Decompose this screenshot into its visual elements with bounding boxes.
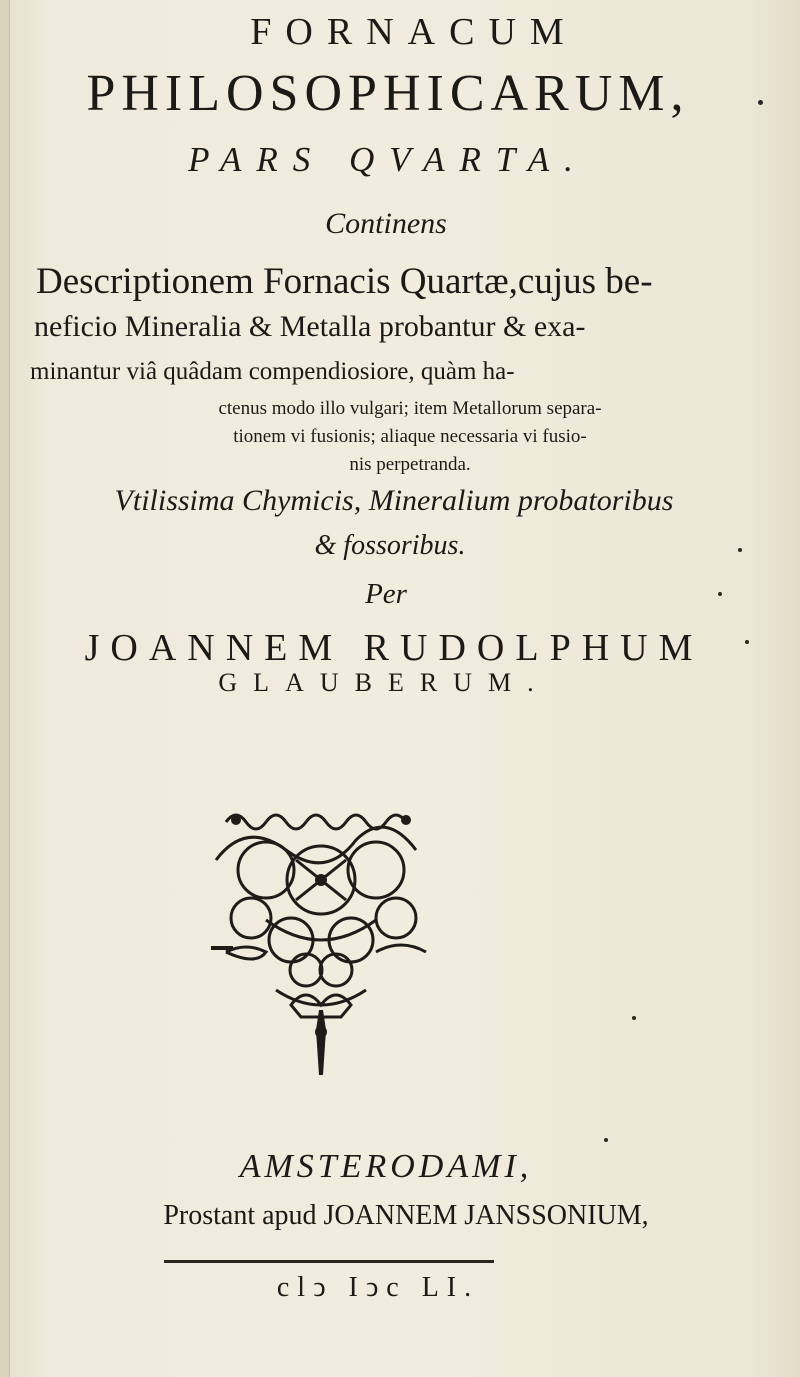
author-name: JOANNEM RUDOLPHUM — [84, 627, 704, 669]
divider-rule — [164, 1260, 494, 1263]
ink-speck — [758, 100, 763, 105]
ink-speck — [718, 592, 722, 596]
description-line: nis perpetranda. — [349, 454, 471, 475]
ink-speck — [738, 548, 742, 552]
title-line-continens: Continens — [325, 207, 447, 240]
place-of-publication: AMSTERODAMI, — [239, 1148, 533, 1185]
description-line: ctenus modo illo vulgari; item Metallorum separa- — [218, 398, 602, 419]
ink-speck — [745, 640, 749, 644]
utility-line: Vtilissima Chymicis, Mineralium probatoribus — [114, 484, 674, 517]
publisher-line: Prostant apud JOANNEM JANSSONIUM, — [163, 1200, 649, 1231]
author-surname: GLAUBERUM. — [218, 668, 550, 697]
title-line-pars-quarta: PARS QVARTA. — [188, 140, 588, 179]
title-line-fornacum: FORNACUM — [250, 11, 578, 53]
ink-speck — [632, 1016, 636, 1020]
utility-line-continued: & fossoribus. — [314, 530, 466, 561]
description-line: tionem vi fusionis; aliaque necessaria vi fusio- — [233, 426, 587, 447]
printers-device-ornament-icon — [196, 800, 446, 1090]
per-line: Per — [365, 578, 407, 610]
title-line-philosophicarum: PHILOSOPHICARUM, — [86, 65, 690, 122]
ink-speck — [604, 1138, 608, 1142]
description-line: neficio Mineralia & Metalla probantur & exa- — [34, 310, 586, 343]
description-line: minantur viâ quâdam compendiosiore, quàm ha- — [30, 358, 515, 385]
publication-date: clↄ Iↄc LI. — [276, 1272, 480, 1303]
description-line: Descriptionem Fornacis Quartæ,cujus be- — [36, 261, 653, 302]
